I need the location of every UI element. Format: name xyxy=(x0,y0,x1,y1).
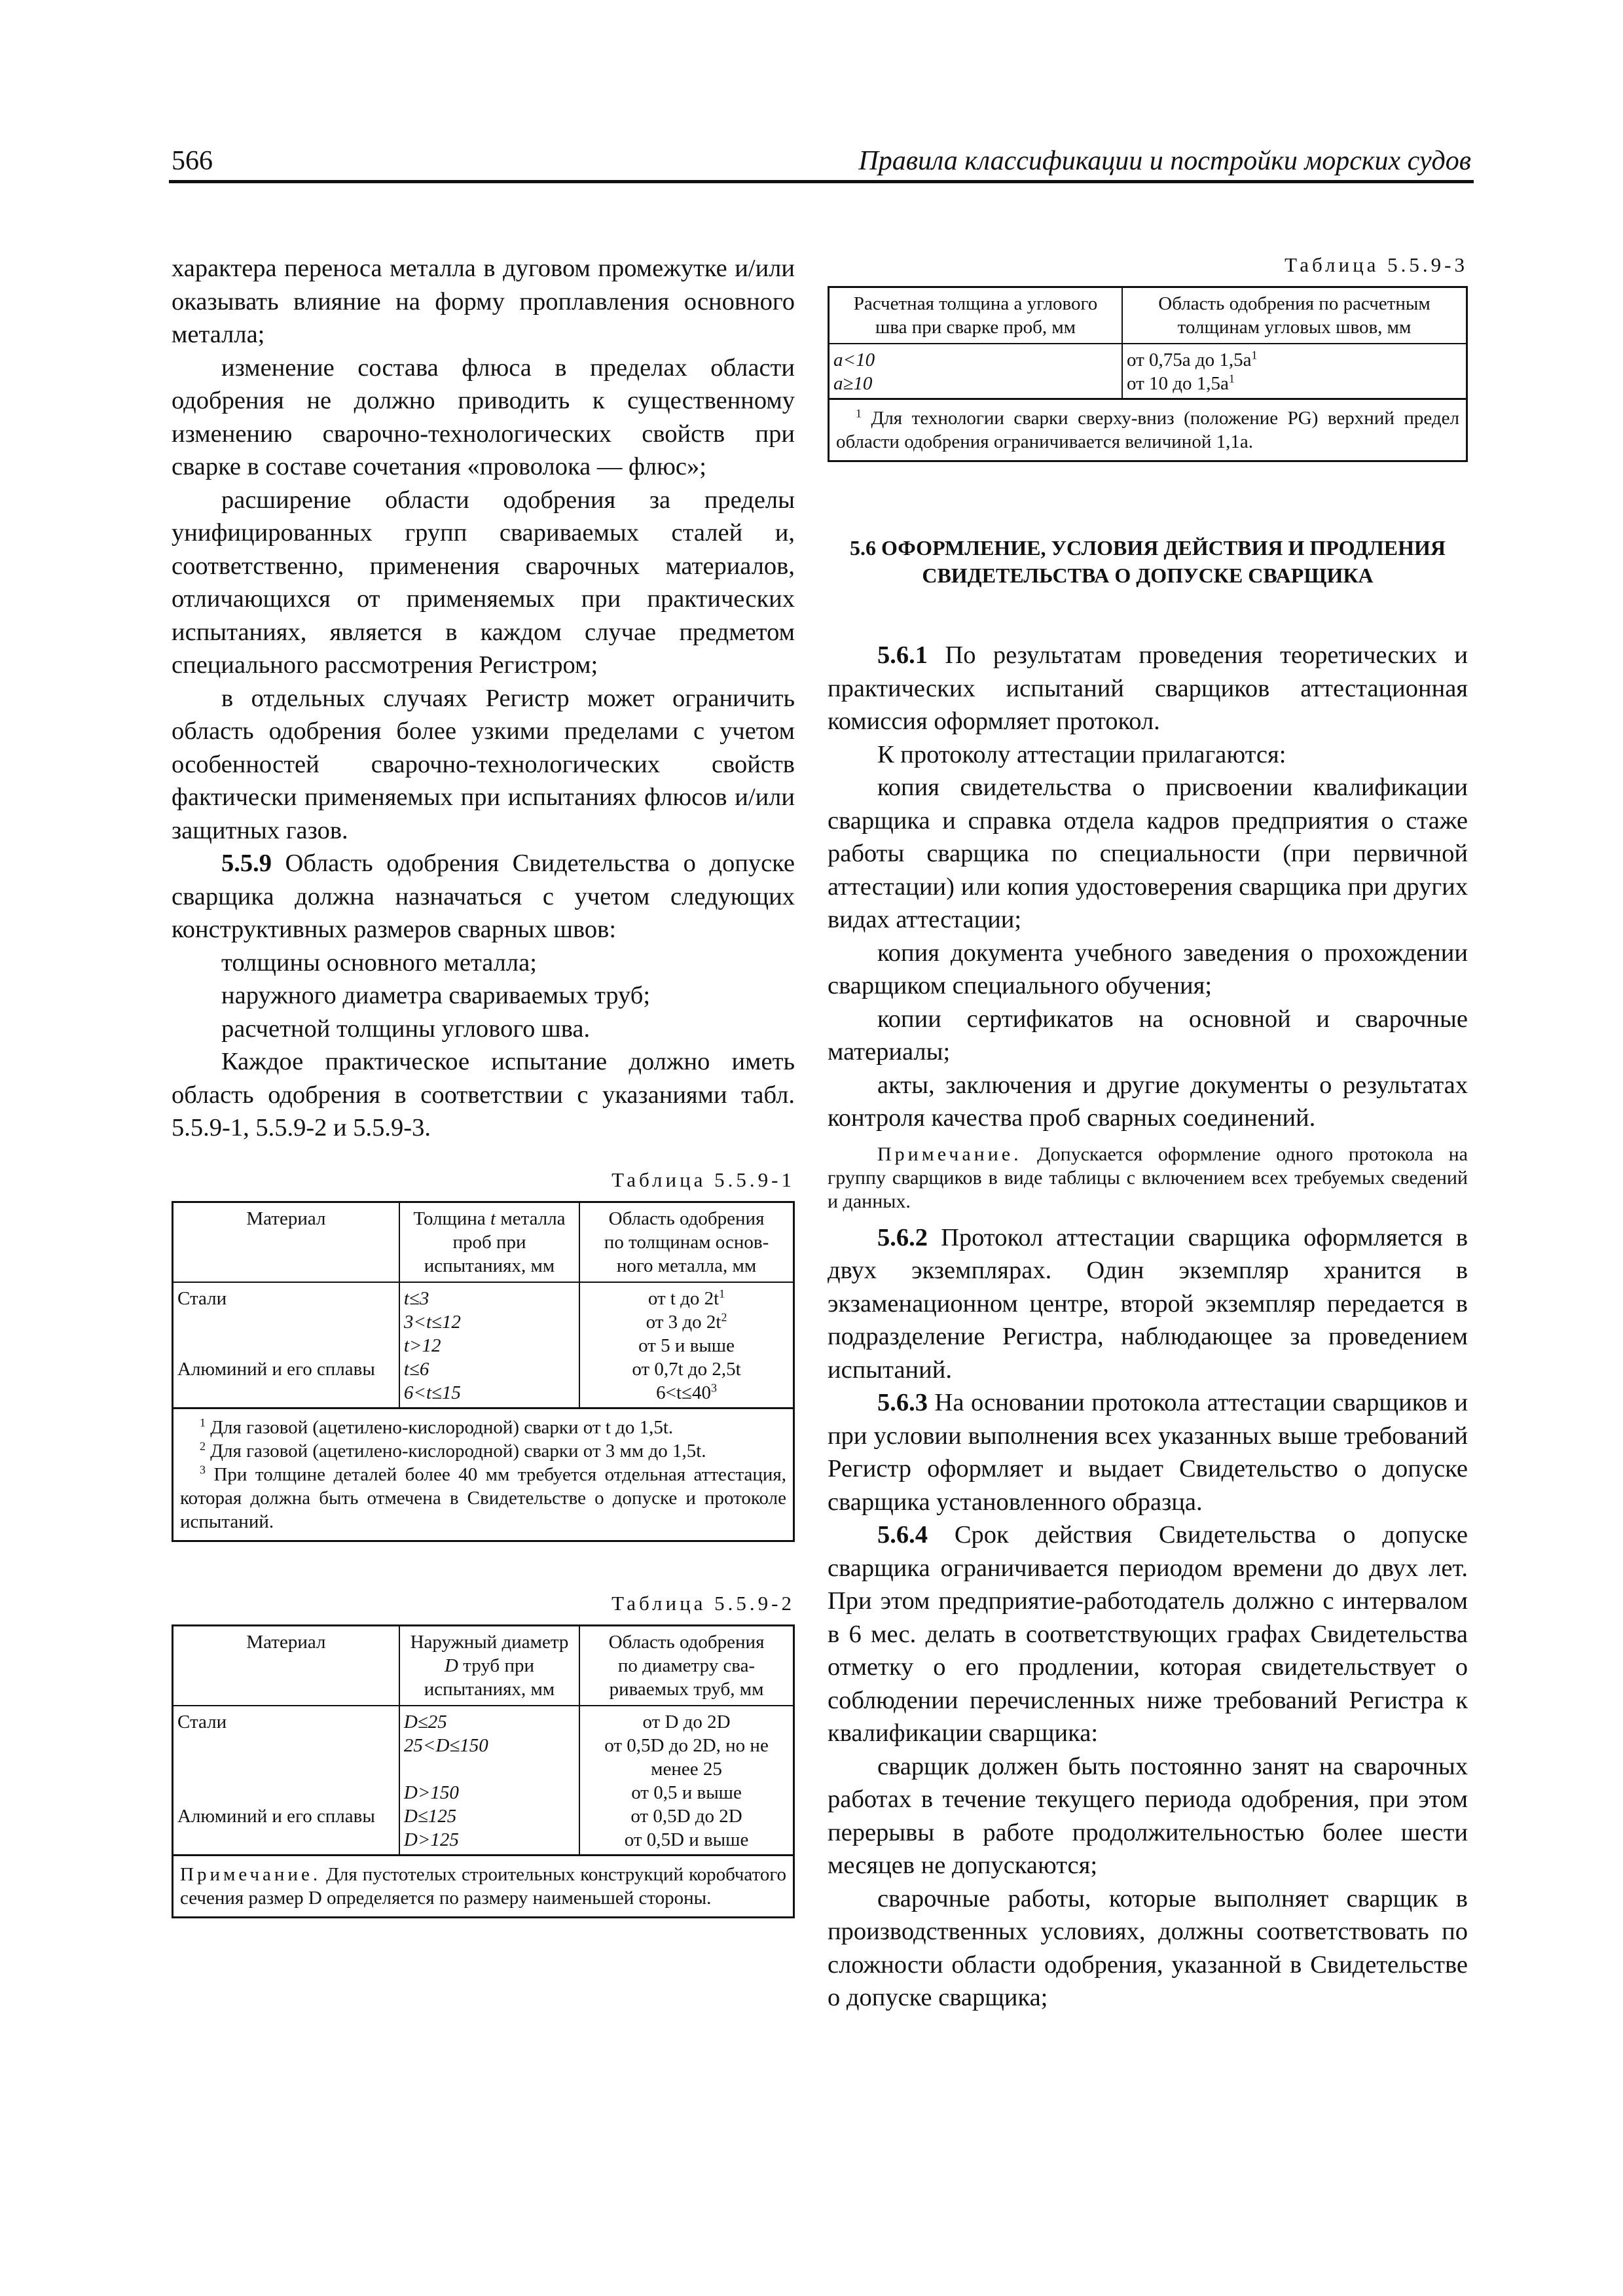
table-header: Область одобрения по расчетным толщинам угловых швов, мм xyxy=(1122,287,1467,344)
clause-number: 5.6.2 xyxy=(877,1223,928,1251)
material-aluminium: Алюминий и его сплавы xyxy=(177,1805,375,1827)
footnote: Для технологии сварки сверху-вниз (положение PG) верхний предел области одобрения ограничивается величиной 1,1a. xyxy=(836,408,1459,452)
list-item: копия документа учебного заведения о прохождении сварщиком специального обучения; xyxy=(828,939,1468,999)
table-cell xyxy=(579,1282,793,1408)
table-header: Материал xyxy=(173,1202,399,1282)
diameter-value: D≤125 xyxy=(403,1805,457,1827)
table-note xyxy=(173,1855,794,1917)
table-5-5-9-2 xyxy=(172,1624,795,1918)
thickness-value: 3<t≤12 xyxy=(403,1311,461,1333)
range-value: от 3 до 2t xyxy=(646,1311,721,1333)
table-caption: Таблица 5.5.9-1 xyxy=(611,1168,795,1191)
table-header: Наружный диаметр D труб при испытаниях, мм xyxy=(399,1625,579,1706)
list-item: расчетной толщины углового шва. xyxy=(221,1014,591,1043)
clause-number: 5.6.4 xyxy=(877,1521,928,1549)
list-item: сварщик должен быть постоянно занят на сварочных работах в течение текущего периода одобрения, при этом перерывы в работе продолжительностью более шести месяцев не допускаются; xyxy=(828,1752,1468,1879)
clause-text: Протокол аттестации сварщика оформляется в двух экземплярах. Один экземпляр хранится в экзаменационном центре, второй экземпляр передается в подразделение Регистра, наблюдающее за проведением испытаний. xyxy=(828,1223,1468,1384)
diameter-value: D>150 xyxy=(403,1782,459,1803)
paragraph-5-6-3 xyxy=(828,1386,1468,1518)
footnote: Для газовой (ацетилено-кислородной) сварки от t до 1,5t. xyxy=(210,1416,674,1438)
table-header: Материал xyxy=(173,1625,399,1706)
table-cell xyxy=(579,1706,793,1856)
thickness-value: 6<t≤15 xyxy=(403,1382,461,1403)
list-item: сварочные работы, которые выполняет сварщик в производственных условиях, должны соответствовать по сложности области одобрения, указанной в Свидетельстве о допуске сварщика; xyxy=(828,1884,1468,2011)
list-item: наружного диаметра свариваемых труб; xyxy=(221,982,651,1009)
table-cell xyxy=(173,1706,399,1856)
clause-text: По результатам проведения теоретических и практических испытаний сварщиков аттестационная комиссия оформляет протокол. xyxy=(828,641,1468,735)
footnote-mark: 3 xyxy=(200,1462,206,1476)
table-notes xyxy=(173,1408,794,1541)
paragraph: расширение области одобрения за пределы унифицированных групп свариваемых сталей и, соответственно, применения сварочных материалов, отличающихся от применяемых при практических испытаниях, является в каждом случае предметом специального рассмотрения Регистром; xyxy=(172,486,795,679)
running-title: Правила классификации и постройки морских судов xyxy=(858,146,1471,176)
footnote-mark: 1 xyxy=(1228,372,1235,386)
list-item: акты, заключения и другие документы о результатах контроля качества проб сварных соединений. xyxy=(828,1071,1468,1132)
clause-text: Область одобрения Свидетельства о допуске сварщика должна назначаться с учетом следующих конструктивных размеров сварных швов: xyxy=(172,850,795,943)
clause-text: Срок действия Свидетельства о допуске сварщика ограничивается периодом времени до двух лет. При этом предприятие-работодатель должно с интервалом в 6 мес. делать в соответствующих графах Свидетельства отметку о его продлении, которая свидетельствует о соблюдении перечисленных ниже требований Регистра к квалификации сварщика: xyxy=(828,1521,1468,1747)
clause-number: 5.6.1 xyxy=(877,641,928,669)
range-value: от 0,7t до 2,5t xyxy=(632,1358,741,1380)
note xyxy=(828,1143,1468,1213)
paragraph-5-6-1 xyxy=(828,639,1468,738)
list-item: толщины основного металла; xyxy=(221,948,537,977)
paragraph: в отдельных случаях Регистр может ограничить область одобрения более узкими пределами с учетом особенностей сварочно-технологических свойств фактически применяемых при испытаниях флюсов и/или защитных газов. xyxy=(172,684,795,844)
footnote: При толщине деталей более 40 мм требуется отдельная аттестация, которая должна быть отмечена в Свидетельстве о допуске и протоколе испытаний. xyxy=(180,1463,787,1532)
note-text: Для пустотелых строительных конструкций коробчатого сечения размер D определяется по размеру наименьшей стороны. xyxy=(180,1863,786,1909)
thickness-value: t>12 xyxy=(403,1335,441,1356)
right-column xyxy=(828,252,1468,2015)
range-value: от 5 и выше xyxy=(638,1335,735,1356)
footnote: Для газовой (ацетилено-кислородной) сварки от 3 мм до 1,5t. xyxy=(210,1440,706,1462)
footnote-mark: 1 xyxy=(1251,348,1258,362)
diameter-value: 25<D≤150 xyxy=(403,1734,488,1756)
thickness-value: t≤3 xyxy=(403,1287,429,1309)
footnote-mark: 3 xyxy=(710,1380,717,1394)
table-cell xyxy=(399,1282,579,1408)
table-cell xyxy=(1122,344,1467,399)
table-header: Толщина t металла проб при испытаниях, мм xyxy=(399,1202,579,1282)
paragraph: К протоколу аттестации прилагаются: xyxy=(877,740,1286,768)
range-value: от D до 2D xyxy=(642,1711,731,1732)
material-steel: Стали xyxy=(177,1711,227,1732)
thickness-value: t≤6 xyxy=(403,1358,429,1380)
range-value: от t до 2t xyxy=(647,1287,720,1309)
paragraph-5-6-4 xyxy=(828,1518,1468,1750)
section-title: 5.6 ОФОРМЛЕНИЕ, УСЛОВИЯ ДЕЙСТВИЯ И ПРОДЛЕНИЯ СВИДЕТЕЛЬСТВА О ДОПУСКЕ СВАРЩИКА xyxy=(850,536,1446,587)
table-cell xyxy=(399,1706,579,1856)
range-value: от 0,5D до 2D, но не менее 25 xyxy=(604,1734,769,1780)
diameter-value: D>125 xyxy=(403,1829,459,1850)
table-note xyxy=(829,399,1467,461)
range-value: 6<t≤40 xyxy=(656,1382,711,1403)
clause-number: 5.5.9 xyxy=(221,850,272,877)
paragraph: Каждое практическое испытание должно иметь область одобрения в соответствии с указаниями табл. 5.5.9-1, 5.5.9-2 и 5.5.9-3. xyxy=(172,1048,795,1141)
table-5-5-9-3 xyxy=(828,286,1468,462)
left-column xyxy=(172,252,795,1918)
list-item: копия свидетельства о присвоении квалификации сварщика и справка отдела кадров предприятия о стаже работы сварщика по специальности (при первичной аттестации) или копия удостоверения сварщика при других видах аттестации; xyxy=(828,774,1468,933)
table-cell xyxy=(829,344,1123,399)
range-value: от 10 до 1,5a xyxy=(1127,373,1229,394)
material-aluminium: Алюминий и его сплавы xyxy=(177,1358,375,1380)
thickness-value: a<10 xyxy=(833,350,875,370)
note-label: Примечание. xyxy=(877,1143,1022,1165)
range-value: от 0,5D до 2D xyxy=(630,1805,742,1827)
paragraph-5-6-2 xyxy=(828,1221,1468,1387)
table-caption: Таблица 5.5.9-3 xyxy=(1285,253,1468,276)
range-value: от 0,5 и выше xyxy=(631,1782,742,1803)
footnote-mark: 2 xyxy=(721,1310,727,1323)
footnote-mark: 1 xyxy=(856,406,862,420)
note-label: Примечание. xyxy=(180,1863,321,1885)
table-header: Область одобрения по толщинам основ- ного металла, мм xyxy=(579,1202,793,1282)
range-value: от 0,5D и выше xyxy=(624,1829,749,1850)
table-header: Область одобрения по диаметру сва- риваемых труб, мм xyxy=(579,1625,793,1706)
footnote-mark: 2 xyxy=(200,1439,206,1452)
table-cell xyxy=(173,1282,399,1408)
footnote-mark: 1 xyxy=(719,1286,725,1300)
clause-number: 5.6.3 xyxy=(877,1389,928,1416)
footnote-mark: 1 xyxy=(200,1415,206,1429)
table-5-5-9-1 xyxy=(172,1201,795,1542)
table-caption: Таблица 5.5.9-2 xyxy=(611,1591,795,1615)
material-steel: Стали xyxy=(177,1287,227,1309)
header-rule xyxy=(169,180,1474,183)
list-item: копии сертификатов на основной и сварочные материалы; xyxy=(828,1005,1468,1066)
range-value: от 0,75a до 1,5a xyxy=(1127,350,1252,370)
thickness-value: a≥10 xyxy=(833,373,873,394)
paragraph-5-5-9 xyxy=(172,847,795,946)
page-number: 566 xyxy=(172,146,213,176)
diameter-value: D≤25 xyxy=(403,1711,447,1732)
paragraph: изменение состава флюса в пределах области одобрения не должно приводить к существенному изменению сварочно-технологических свойств при сварке в составе сочетания «проволока — флюс»; xyxy=(172,353,795,480)
table-header: Расчетная толщина a углового шва при сварке проб, мм xyxy=(829,287,1123,344)
clause-text: На основании протокола аттестации сварщиков и при условии выполнения всех указанных выше требований Регистр оформляет и выдает Свидетельство о допуске сварщика установленного образца. xyxy=(828,1389,1468,1516)
note-text: Допускается оформление одного протокола на группу сварщиков в виде таблицы с включением всех требуемых сведений и данных. xyxy=(828,1143,1468,1212)
paragraph: характера переноса металла в дуговом промежутке и/или оказывать влияние на форму проплавления основного металла; xyxy=(172,255,795,348)
